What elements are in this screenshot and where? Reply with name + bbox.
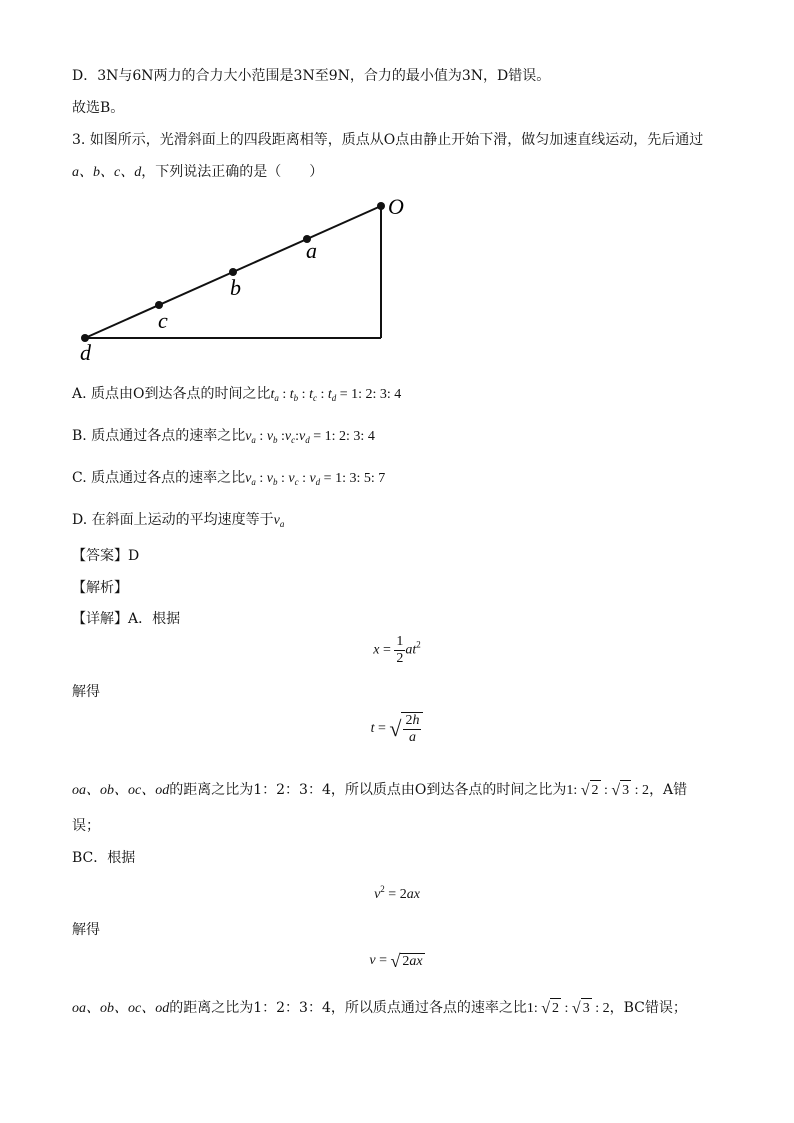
formula-displacement: x = $\frac{1}{2}$ $at^2$: [373, 634, 421, 666]
option-d-previous: D．3N与6N两力的合力大小范围是3N至9N，合力的最小值为3N，D错误。: [72, 68, 551, 84]
conclusion-previous: 故选B。: [72, 100, 125, 116]
solve-label-2: 解得: [72, 922, 100, 938]
question-3-stem-cont: a、b、c、d，下列说法正确的是（ ）: [72, 164, 324, 180]
incline-figure: [70, 192, 420, 372]
solve-label-1: 解得: [72, 684, 100, 700]
option-b: B. 质点通过各点的速率之比$v_a$ : $v_b$ $:v_c:v_d = 1$: 2: 3: 4: [72, 428, 375, 445]
answer-line: 【答案】D: [72, 548, 140, 564]
label-b: b: [230, 275, 241, 300]
formula-velocity-squared: $v^2 = 2ax$: [374, 884, 420, 902]
detail-a-ratio: oa、ob、oc、od的距离之比为1：2：3：4，所以质点由O到达各点的时间之比为1: √ 2 : √ 3 : 2，A错: [72, 780, 687, 801]
detail-bc-ratio: oa、ob、oc、od的距离之比为1：2：3：4，所以质点通过各点的速率之比1: √ 2 : √ 3 : 2，BC错误；: [72, 998, 687, 1019]
label-o: O: [388, 194, 404, 219]
label-a: a: [306, 238, 317, 263]
detail-bc-intro: BC．根据: [72, 850, 136, 866]
label-c: c: [158, 308, 168, 333]
analysis-heading: 【解析】: [72, 580, 128, 596]
detail-a-intro: 【详解】A．根据: [72, 611, 181, 627]
formula-velocity: v = √ 2ax: [369, 951, 423, 971]
detail-a-wrap: 误；: [72, 818, 100, 834]
option-c: C. 质点通过各点的速率之比$v_a$ : $v_b$ : $v_c$ : $v_d = 1$: 3: 5: 7: [72, 470, 386, 487]
point-o: [377, 202, 385, 210]
question-3-stem: 3. 如图所示，光滑斜面上的四段距离相等，质点从O点由静止开始下滑，做匀加速直线运动，先后通过: [72, 132, 704, 148]
label-d: d: [80, 340, 91, 365]
option-d: D. 在斜面上运动的平均速度等于$v_a$: [72, 512, 285, 529]
formula-time: t = √ $\frac{2h}{a}$: [0, 712, 794, 746]
option-a: A. 质点由O到达各点的时间之比$t_a$ : $t_b$ : $t_c$ : $t_d = 1$: 2: 3: 4: [72, 386, 402, 403]
